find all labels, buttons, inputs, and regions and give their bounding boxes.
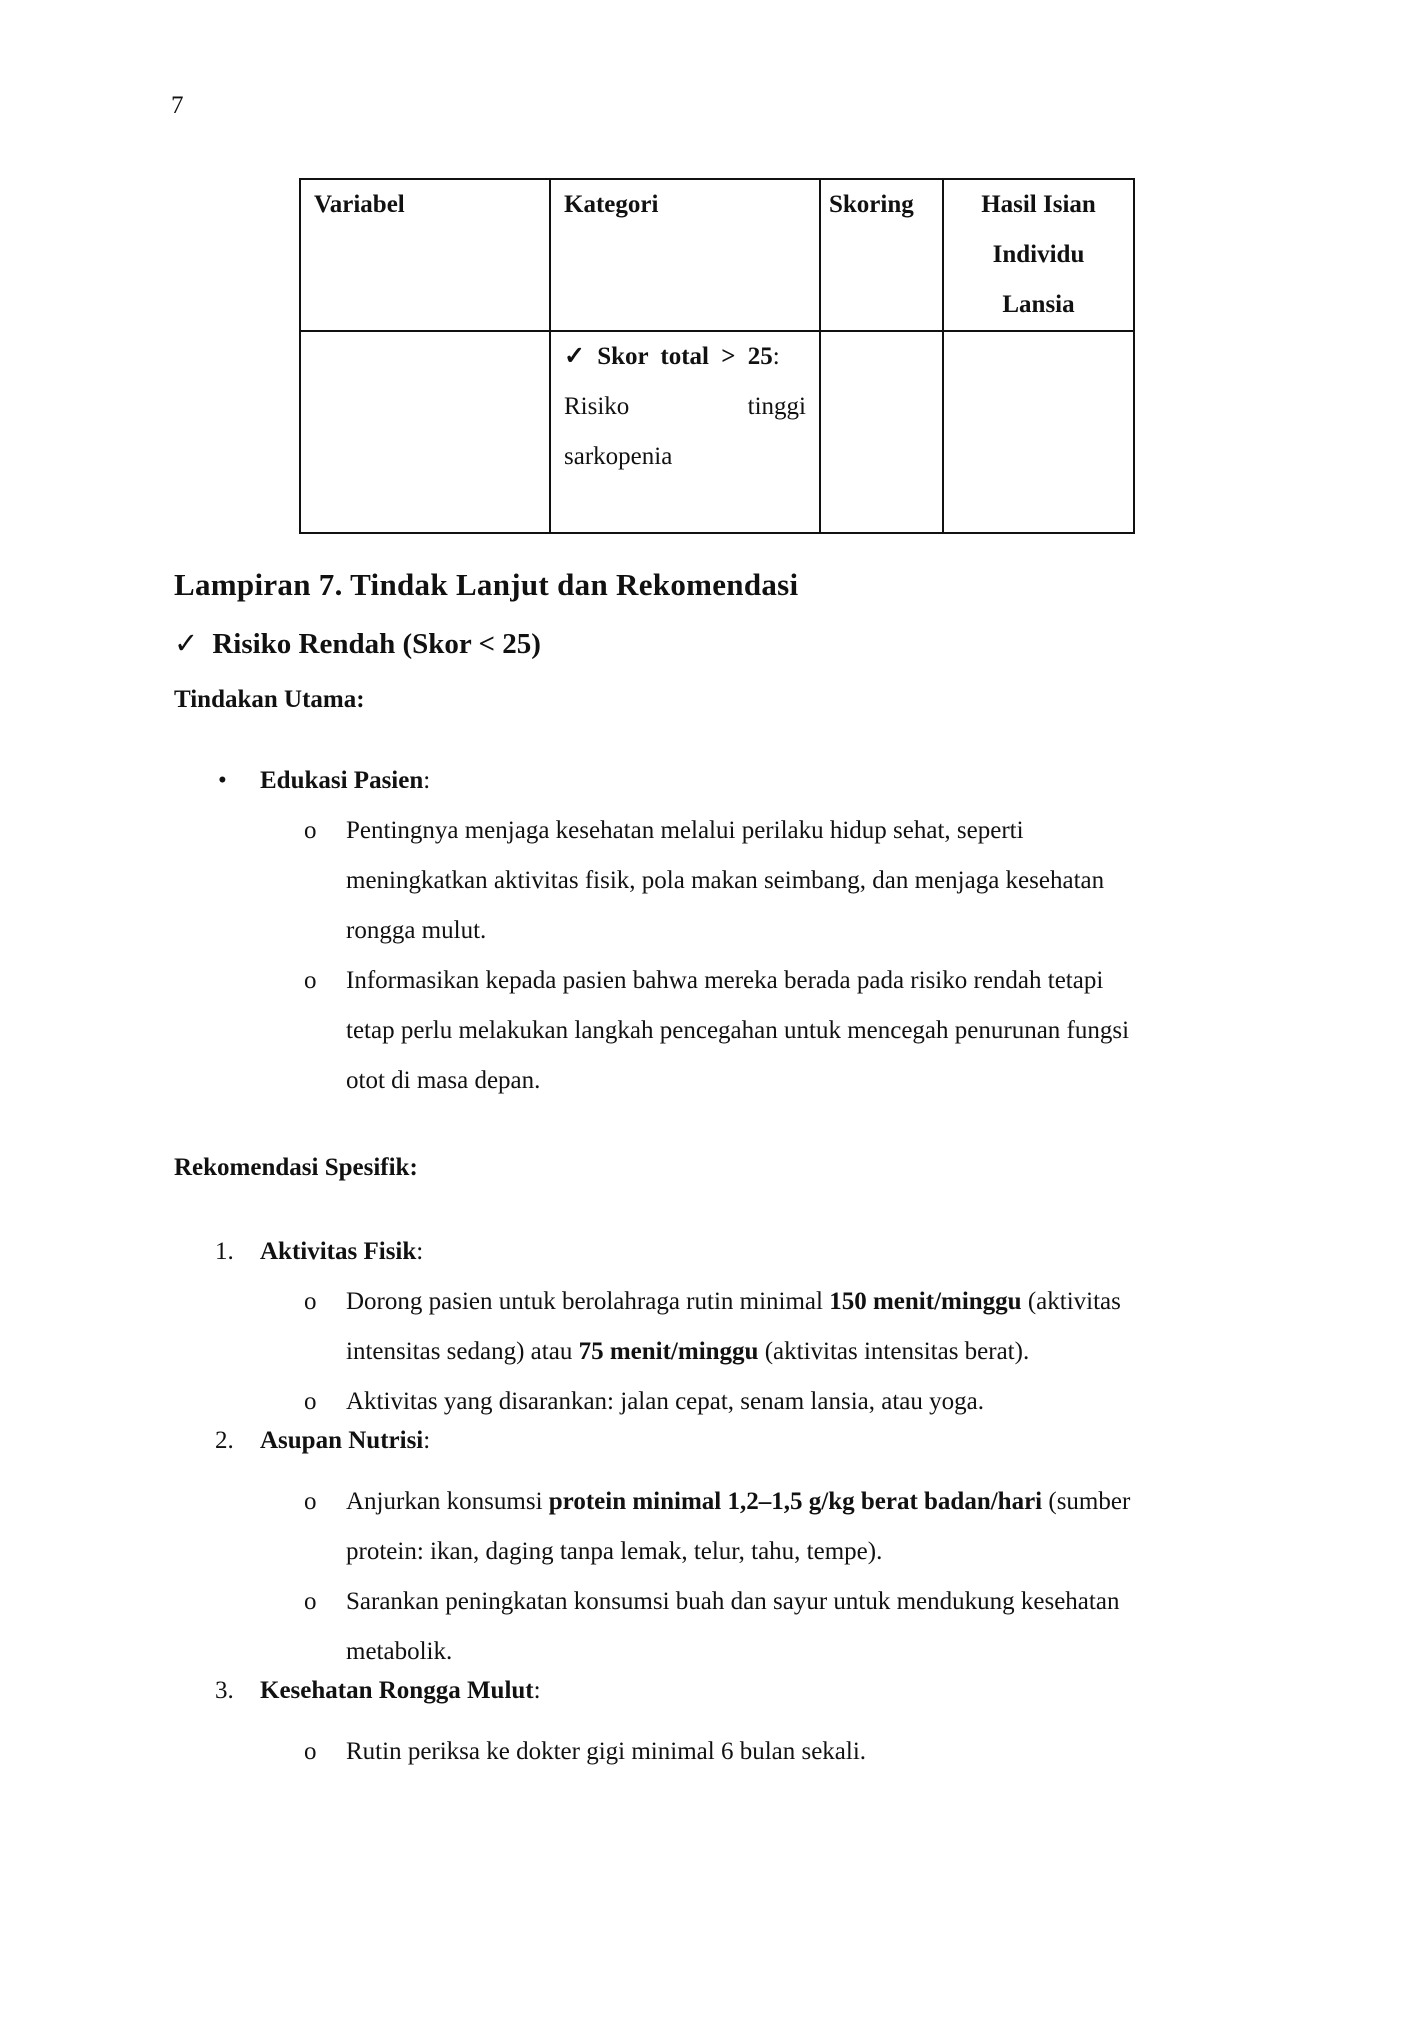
list-item-line: Informasikan kepada pasien bahwa mereka berada pada risiko rendah tetapi (346, 967, 1104, 994)
recommendation-colon: : (423, 1427, 431, 1454)
list-item-line: Aktivitas yang disarankan: jalan cepat, senam lansia, atau yoga. (346, 1388, 984, 1415)
list-item-line: tetap perlu melakukan langkah pencegahan untuk mencegah penurunan fungsi (346, 1017, 1130, 1044)
circle-bullet-icon: o (304, 967, 317, 994)
skor-total-colon: : (772, 343, 780, 370)
list-item (304, 1477, 1264, 1577)
subtitle (174, 626, 541, 661)
cell-skoring (820, 331, 943, 533)
recommendation-title: Kesehatan Rongga Mulut (260, 1677, 534, 1704)
list-item (304, 1277, 1264, 1377)
cell-kategori (550, 331, 820, 533)
list-item-line: rongga mulut. (346, 917, 487, 944)
recommendation-colon: : (416, 1238, 424, 1265)
cell-hasil (943, 331, 1134, 533)
list-item-line: meningkatkan aktivitas fisik, pola makan seimbang, dan menjaga kesehatan (346, 867, 1105, 894)
circle-bullet-icon: o (304, 1288, 317, 1315)
list-item (304, 1377, 1264, 1427)
risk-word-sarkopenia: sarkopenia (564, 443, 673, 470)
list-item (304, 806, 1264, 956)
list-item-line: Rutin periksa ke dokter gigi minimal 6 bulan sekali. (346, 1738, 867, 1765)
header-skoring: Skoring (820, 179, 943, 331)
list-item-line: protein: ikan, daging tanpa lemak, telur, tahu, tempe). (346, 1538, 883, 1565)
header-hasil-isian (943, 179, 1134, 331)
recommendation-kesehatan-rongga-mulut (215, 1677, 541, 1705)
check-icon: ✓ (174, 628, 199, 660)
tindakan-utama-label: Tindakan Utama: (174, 686, 365, 713)
circle-bullet-icon: o (304, 1388, 317, 1415)
list-number: 1. (215, 1238, 234, 1265)
skor-total-label: Skor total > 25 (597, 343, 773, 370)
list-item-line: intensitas sedang) atau 75 menit/minggu (aktivitas intensitas berat). (346, 1338, 1030, 1365)
list-item-line: Dorong pasien untuk berolahraga rutin minimal 150 menit/minggu (aktivitas (346, 1288, 1121, 1315)
edukasi-colon: : (423, 767, 431, 794)
circle-bullet-icon: o (304, 817, 317, 844)
header-hasil-line-1: Hasil Isian (981, 191, 1096, 218)
scoring-table (299, 178, 1135, 534)
table-row (300, 331, 1134, 533)
page-number: 7 (171, 92, 184, 119)
list-item-line: metabolik. (346, 1638, 453, 1665)
recommendation-asupan-nutrisi (215, 1427, 430, 1455)
list-item (304, 956, 1264, 1106)
table-header-row (300, 179, 1134, 331)
edukasi-label: Edukasi Pasien (260, 767, 424, 794)
subtitle-text: Risiko Rendah (Skor < 25) (212, 628, 541, 660)
circle-bullet-icon: o (304, 1588, 317, 1615)
header-variabel: Variabel (300, 179, 550, 331)
list-number: 2. (215, 1427, 234, 1454)
list-item-line: Sarankan peningkatan konsumsi buah dan sayur untuk mendukung kesehatan (346, 1588, 1120, 1615)
risk-word-tinggi: tinggi (747, 393, 806, 420)
list-number: 3. (215, 1677, 234, 1704)
recommendation-colon: : (533, 1677, 541, 1704)
section-title: Lampiran 7. Tindak Lanjut dan Rekomendasi (174, 567, 799, 602)
list-item-line: Anjurkan konsumsi protein minimal 1,2–1,5 g/kg berat badan/hari (sumber (346, 1488, 1131, 1515)
circle-bullet-icon: o (304, 1738, 317, 1765)
list-item (304, 1577, 1264, 1677)
skor-total-line (564, 332, 806, 382)
rekomendasi-label: Rekomendasi Spesifik: (174, 1154, 418, 1181)
recommendation-title: Aktivitas Fisik (260, 1238, 417, 1265)
list-item (304, 1727, 1264, 1777)
check-icon: ✓ (564, 343, 585, 370)
bullet-icon: • (218, 767, 227, 794)
list-item-line: Pentingnya menjaga kesehatan melalui perilaku hidup sehat, seperti (346, 817, 1024, 844)
edukasi-bullet (218, 767, 430, 795)
list-item-line: otot di masa depan. (346, 1067, 541, 1094)
recommendation-aktivitas-fisik (215, 1238, 423, 1266)
circle-bullet-icon: o (304, 1488, 317, 1515)
header-kategori: Kategori (550, 179, 820, 331)
risk-line (564, 382, 806, 432)
recommendation-title: Asupan Nutrisi (260, 1427, 424, 1454)
header-hasil-line-2: Individu (992, 241, 1085, 268)
header-hasil-line-3: Lansia (1002, 291, 1075, 318)
cell-variabel (300, 331, 550, 533)
risk-word-risiko: Risiko (564, 393, 630, 420)
